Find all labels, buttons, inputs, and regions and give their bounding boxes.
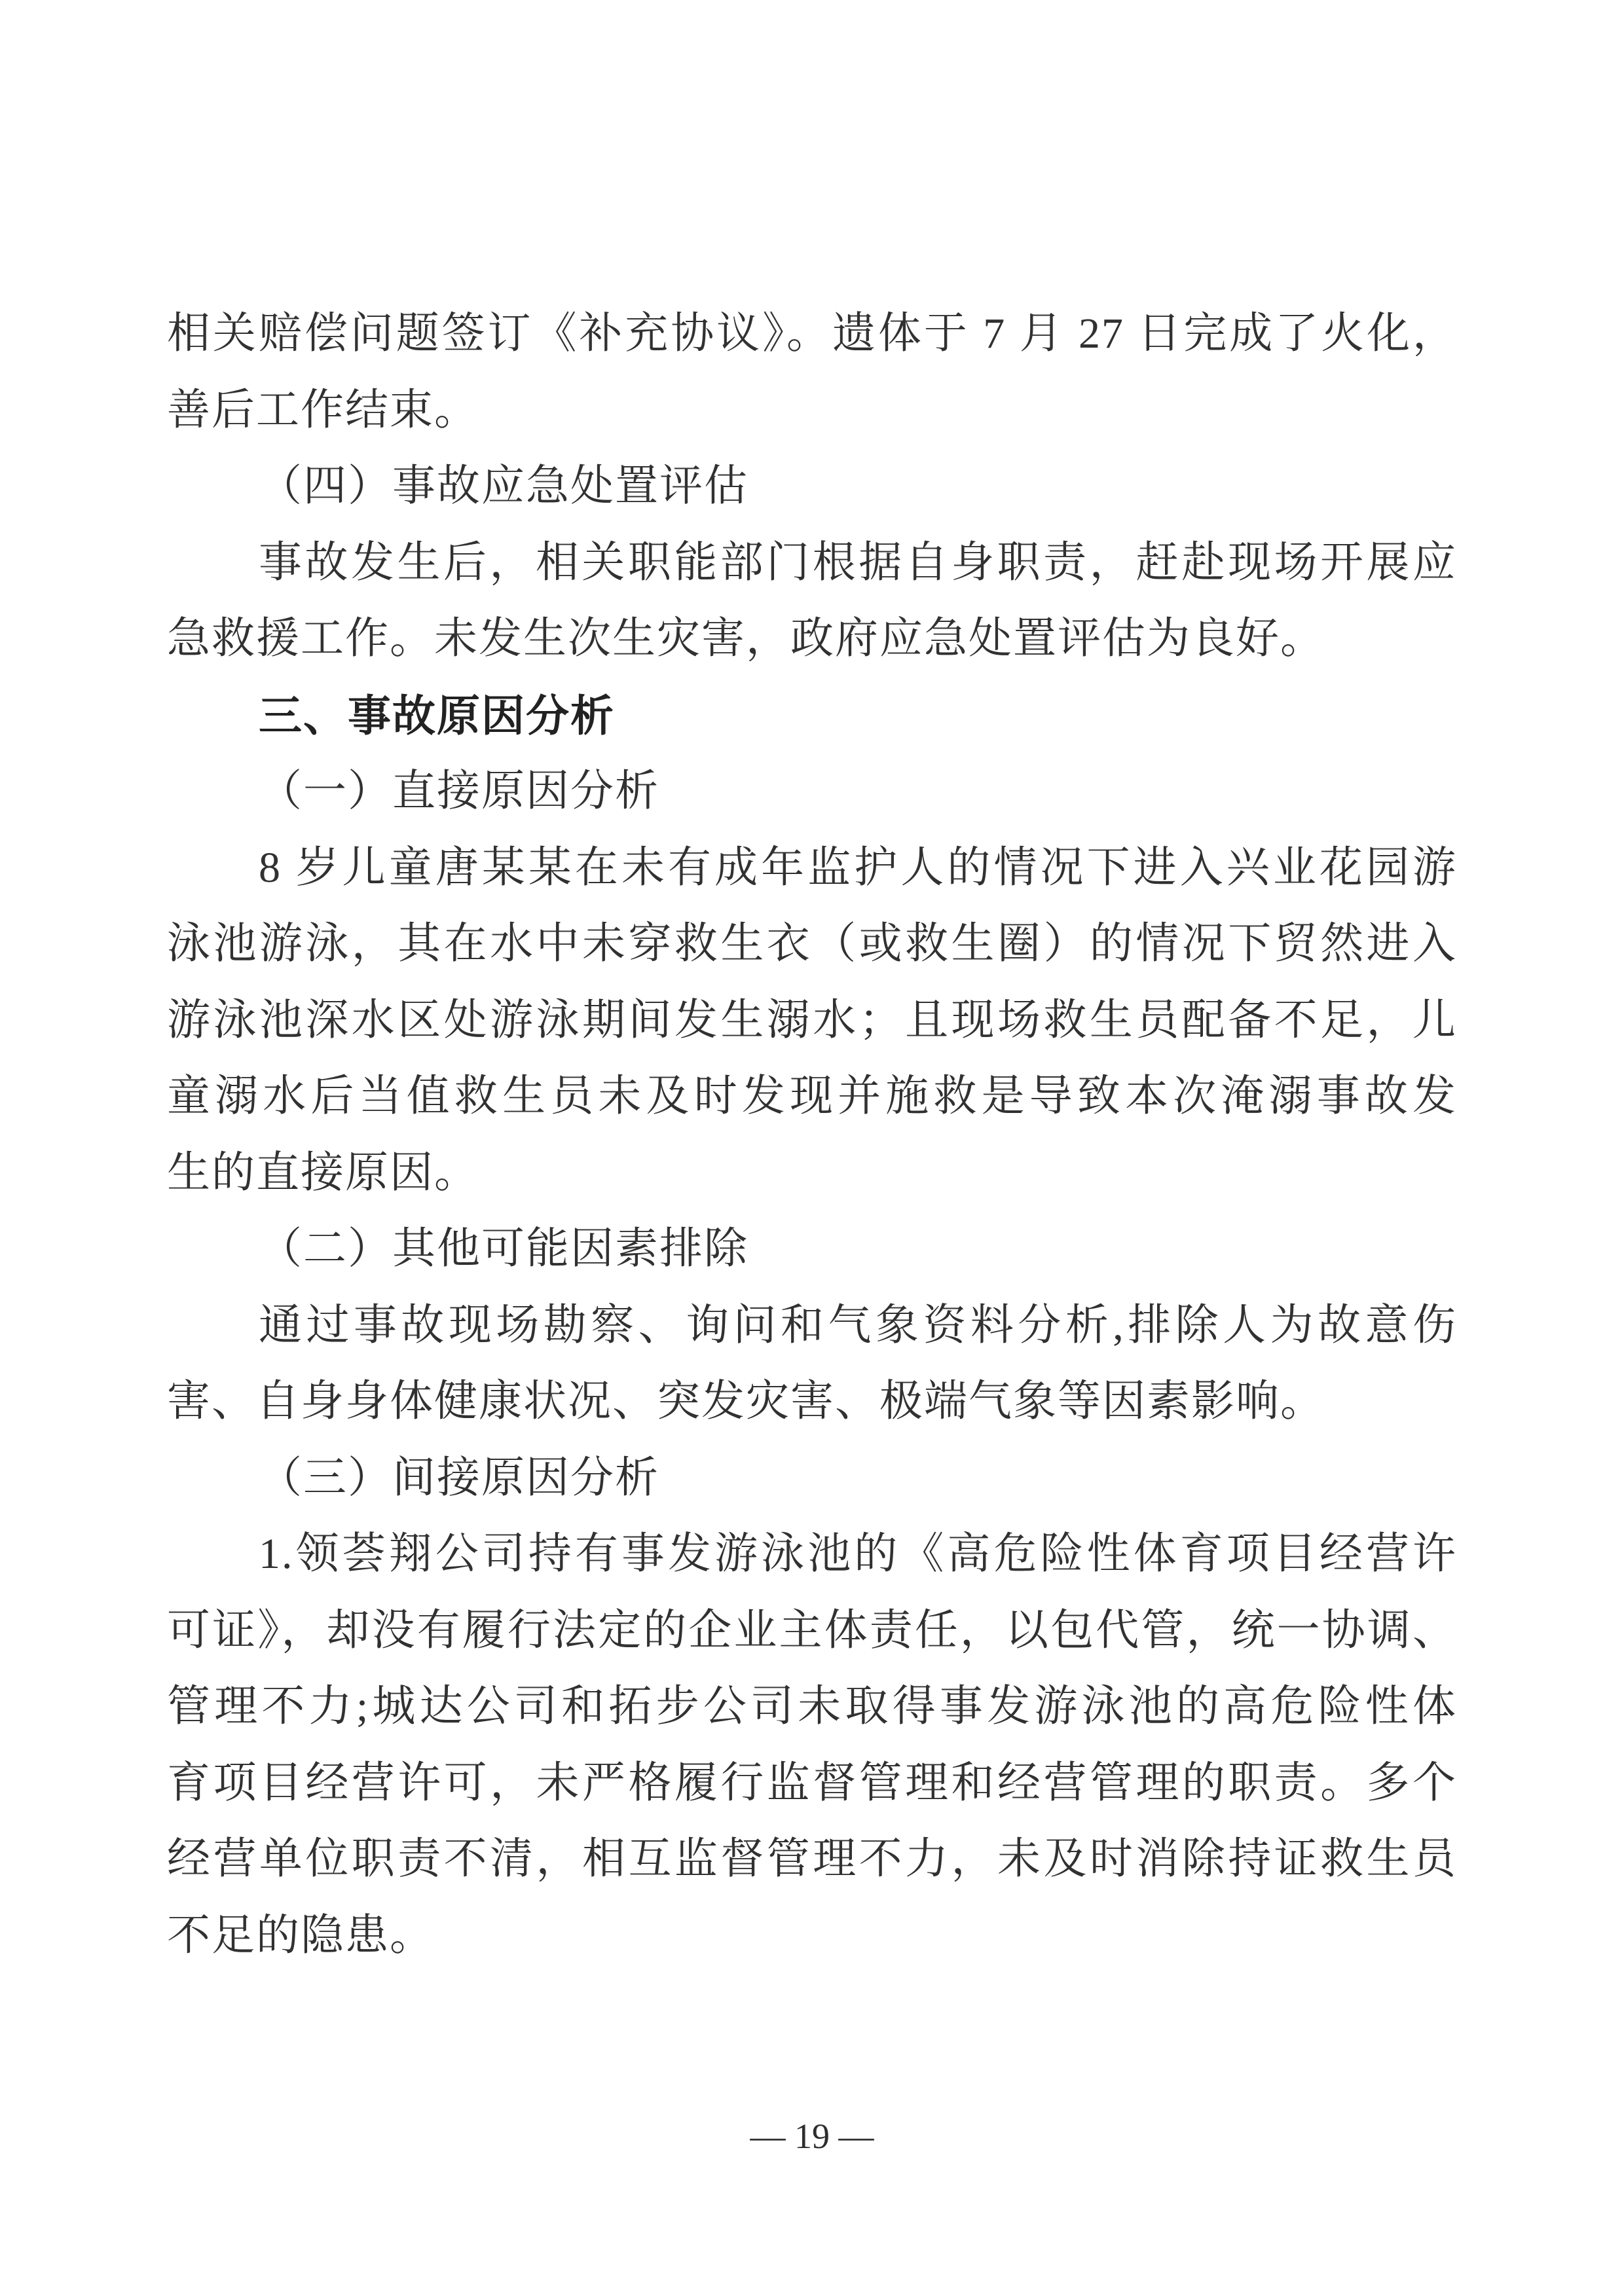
body-line: 可证》，却没有履行法定的企业主体责任，以包代管，统一协调、 [167, 1606, 1457, 1654]
body-line: 游泳池深水区处游泳期间发生溺水；且现场救生员配备不足，儿 [167, 996, 1457, 1044]
report-body [167, 296, 1457, 1974]
body-line: 泳池游泳，其在水中未穿救生衣（或救生圈）的情况下贸然进入 [167, 920, 1457, 968]
section-subheading: （四）事故应急处置评估 [259, 462, 748, 510]
body-line: 事故发生后，相关职能部门根据自身职责，赶赴现场开展应 [259, 538, 1457, 587]
section-subheading: （一）直接原因分析 [259, 767, 659, 815]
section-subheading: （二）其他可能因素排除 [259, 1225, 748, 1273]
body-line: 育项目经营许可，未严格履行监督管理和经营管理的职责。多个 [167, 1758, 1457, 1807]
section-subheading: （三）间接原因分析 [259, 1453, 659, 1502]
body-line: 经营单位职责不清，相互监督管理不力，未及时消除持证救生员 [167, 1835, 1457, 1883]
body-line: 8 岁儿童唐某某在未有成年监护人的情况下进入兴业花园游 [259, 843, 1457, 892]
body-line: 童溺水后当值救生员未及时发现并施救是导致本次淹溺事故发 [167, 1072, 1457, 1120]
section-heading: 三、事故原因分析 [259, 691, 615, 740]
body-line: 急救援工作。未发生次生灾害，政府应急处置评估为良好。 [167, 615, 1325, 663]
body-line: 害、自身身体健康状况、突发灾害、极端气象等因素影响。 [167, 1377, 1325, 1425]
page-number: — 19 — [750, 2117, 874, 2156]
body-line: 通过事故现场勘察、询问和气象资料分析,排除人为故意伤 [259, 1301, 1457, 1349]
body-line: 相关赔偿问题签订《补充协议》。遗体于 7 月 27 日完成了火化， [167, 310, 1457, 357]
body-line: 善后工作结束。 [167, 386, 479, 434]
body-line: 1.领荟翔公司持有事发游泳池的《高危险性体育项目经营许 [259, 1530, 1457, 1578]
body-line: 不足的隐患。 [167, 1911, 434, 1959]
body-line: 生的直接原因。 [167, 1148, 479, 1197]
body-line: 管理不力;城达公司和拓步公司未取得事发游泳池的高危险性体 [167, 1683, 1457, 1730]
